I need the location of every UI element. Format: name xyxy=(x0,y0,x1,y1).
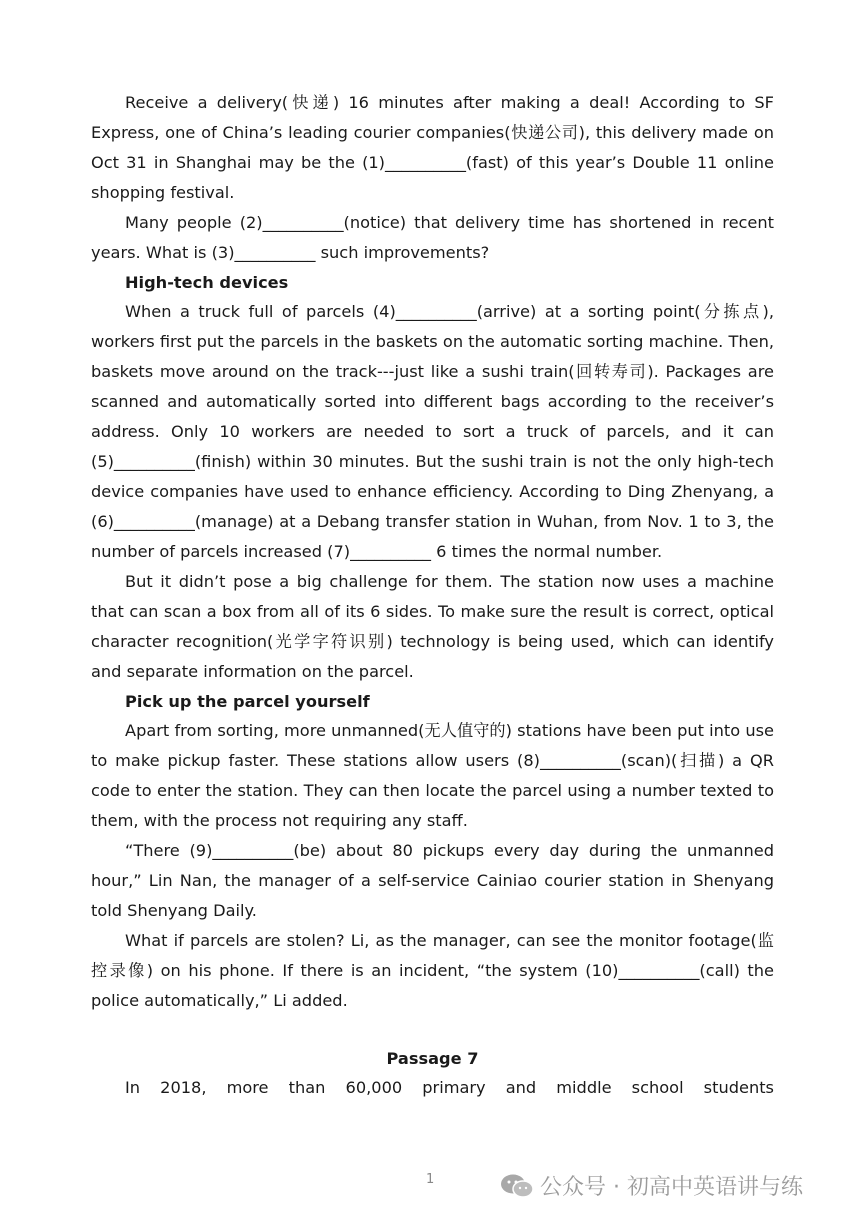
wechat-icon xyxy=(500,1173,534,1199)
paragraph-8: In 2018, more than 60,000 primary and middle school students xyxy=(125,1078,774,1097)
paragraph-3: When a truck full of parcels (4)__________(arrive) at a sorting point(分拣点), workers first put the parcels in the baskets on the automatic sorting machine. Then, baskets move around on the track---just like a sushi train(回转寿司). Packages are scanned and automatically sorted into different bags according to the receiver’s address. Only 10 workers are needed to sort a truck of parcels, and it can (5)__________(finish) within 30 minutes. But the sushi train is not the only high-tech device companies have used to enhance efficiency. According to Ding Zhenyang, a (6)__________(manage) at a Debang transfer station in Wuhan, from Nov. 1 to 3, the number of parcels increased (7)__________ 6 times the normal number. xyxy=(91,302,774,561)
watermark-text: 公众号 · 初高中英语讲与练 xyxy=(540,1175,803,1200)
document-page xyxy=(91,88,774,1103)
passage-title: Passage 7 xyxy=(386,1049,479,1068)
page-number: 1 xyxy=(426,1172,435,1187)
section-heading-high-tech: High-tech devices xyxy=(125,273,289,292)
spacer xyxy=(91,1016,774,1044)
paragraph-2: Many people (2)__________(notice) that delivery time has shortened in recent years. What is (3)__________ such improvements? xyxy=(91,213,774,262)
paragraph-6: “There (9)__________(be) about 80 pickups every day during the unmanned hour,” Lin Nan, the manager of a self-service Cainiao courier station in Shenyang told Shenyang Daily. xyxy=(91,841,774,920)
section-heading-pickup: Pick up the parcel yourself xyxy=(125,692,370,711)
paragraph-intro: Receive a delivery(快递) 16 minutes after making a deal! According to SF Express, one of China’s leading courier companies(快递公司), this delivery made on Oct 31 in Shanghai may be the (1)__________(fast) of this year’s Double 11 online shopping festival. xyxy=(91,93,774,202)
watermark xyxy=(500,1170,803,1201)
paragraph-7: What if parcels are stolen? Li, as the manager, can see the monitor footage(监控录像) on his phone. If there is an incident, “the system (10)__________(call) the police automatically,” Li added. xyxy=(91,931,774,1010)
paragraph-4: But it didn’t pose a big challenge for them. The station now uses a machine that can scan a box from all of its 6 sides. To make sure the result is correct, optical character recognition(光学字符识别) technology is being used, which can identify and separate information on the parcel. xyxy=(91,572,774,681)
paragraph-5: Apart from sorting, more unmanned(无人值守的) stations have been put into use to make pickup faster. These stations allow users (8)__________(scan)(扫描) a QR code to enter the station. They can then locate the parcel using a number texted to them, with the process not requiring any staff. xyxy=(91,721,774,830)
